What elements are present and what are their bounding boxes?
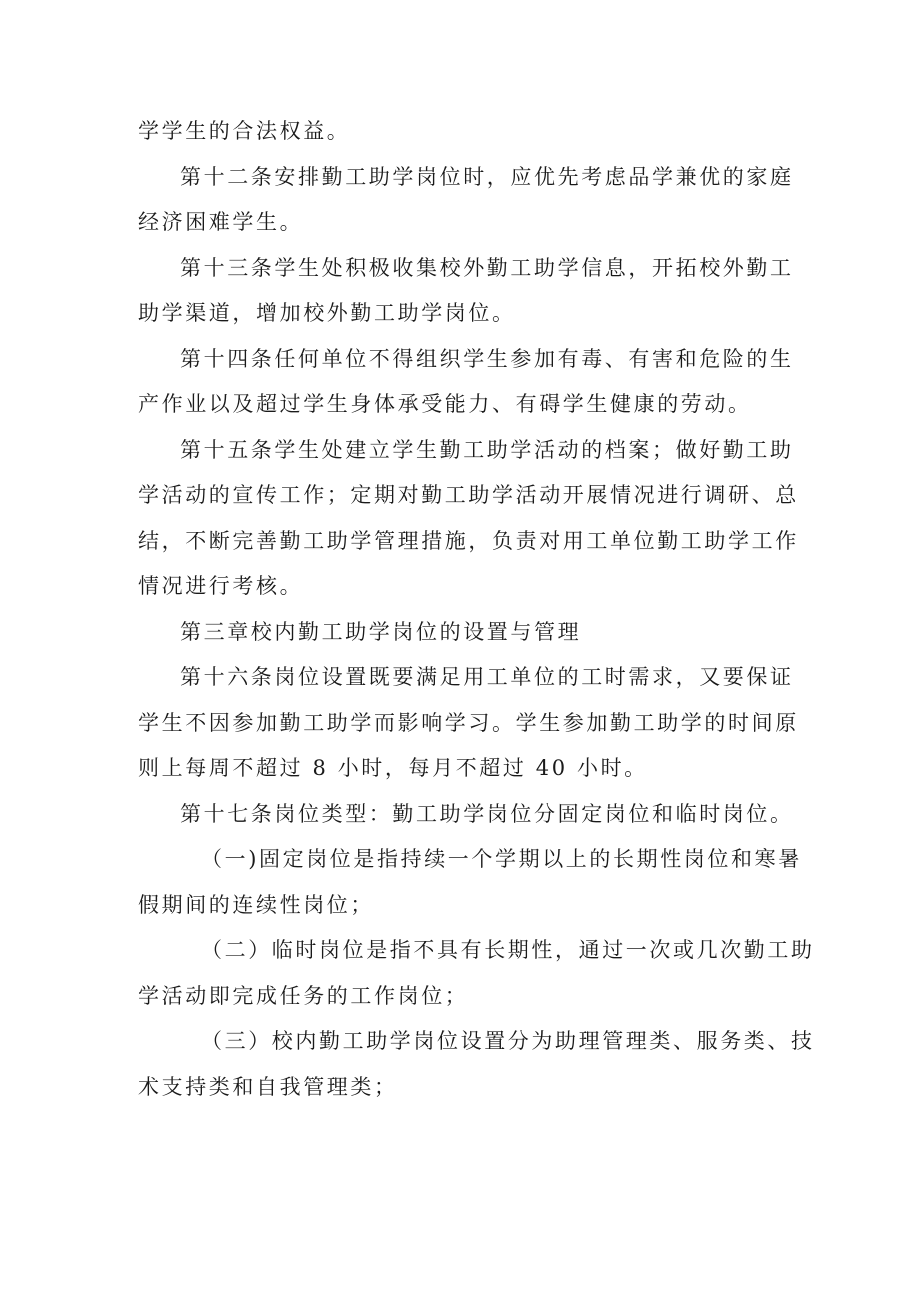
text-line: 学生不因参加勤工助学而影响学习。学生参加勤工助学的时间原 (138, 710, 799, 735)
article-12 (138, 155, 794, 246)
text-line: 第十二条安排勤工助学岗位时，应优先考虑品学兼优的家庭 (180, 164, 794, 189)
text-line: 第十五条学生处建立学生勤工助学活动的档案；做好勤工助 (180, 437, 794, 462)
text-line: 则上每周不超过 8 小时，每月不超过 40 小时。 (138, 756, 648, 780)
item-3 (138, 1019, 815, 1110)
text-line: 第十四条任何单位不得组织学生参加有毒、有害和危险的生 (180, 346, 794, 371)
text-line: 经济困难学生。 (138, 210, 304, 234)
text-line: 产作业以及超过学生身体承受能力、有碍学生健康的劳动。 (138, 392, 752, 416)
article-13 (138, 246, 794, 337)
article-16 (138, 655, 799, 792)
item-1 (138, 837, 802, 928)
text-line: 学活动即完成任务的工作岗位； (138, 983, 469, 1008)
text-line: 学学生的合法权益。 (138, 119, 351, 143)
paragraph-continuation (138, 109, 790, 155)
article-15 (138, 428, 799, 610)
text-line: 第三章校内勤工助学岗位的设置与管理 (180, 619, 582, 644)
text-line: 第十三条学生处积极收集校外勤工助学信息，开拓校外勤工 (180, 255, 794, 280)
chapter-3-heading (138, 610, 790, 656)
text-line: （二）临时岗位是指不具有长期性，通过一次或几次勤工助 (201, 938, 815, 962)
text-line: 术支持类和自我管理类； (138, 1074, 398, 1099)
article-17 (138, 792, 794, 838)
document-body (138, 109, 815, 1110)
text-line: （一)固定岗位是指持续一个学期以上的长期性岗位和寒暑 (201, 847, 802, 871)
text-line: 第十七条岗位类型：勤工助学岗位分固定岗位和临时岗位。 (180, 801, 794, 826)
text-line: （三）校内勤工助学岗位设置分为助理管理类、服务类、技 (201, 1029, 815, 1053)
text-line: 假期间的连续性岗位； (138, 892, 374, 917)
text-line: 第十六条岗位设置既要满足用工单位的工时需求，又要保证 (180, 665, 794, 689)
text-line: 助学渠道，增加校外勤工助学岗位。 (138, 301, 516, 325)
text-line: 结，不断完善勤工助学管理措施，负责对用工单位勤工助学工作 (138, 528, 799, 553)
article-14 (138, 337, 794, 428)
item-2 (138, 928, 815, 1019)
text-line: 学活动的宣传工作；定期对勤工助学活动开展情况进行调研、总 (138, 483, 799, 507)
text-line: 情况进行考核。 (138, 574, 304, 598)
